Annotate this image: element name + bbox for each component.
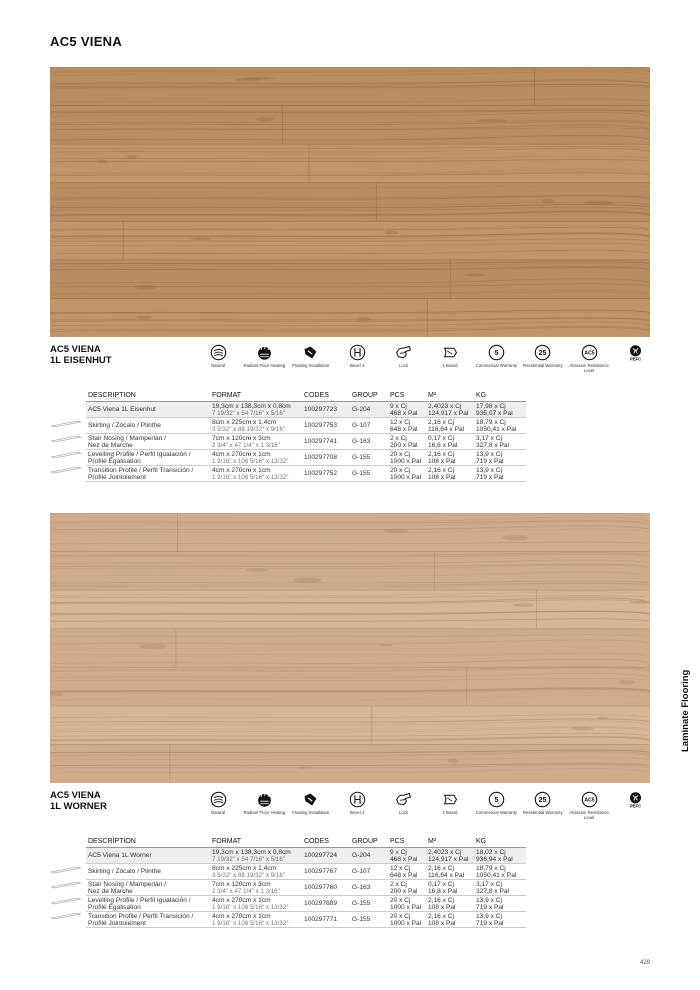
cell-pcs: 12 x Cj 648 x Pal — [388, 864, 426, 880]
cell-format: 4cm x 270cm x 1cm 1 9/16" x 106 5/16" x 13/32" — [210, 466, 302, 482]
feature-lock — [382, 791, 426, 815]
cell-kg: 13,9 x Cj 719 x Pal — [474, 466, 526, 482]
cell-kg: 18,79 x Cj 1050,41 x Pal — [474, 418, 526, 434]
floor-sample-photo — [50, 513, 650, 783]
column-header-format: FORMAT — [210, 391, 302, 402]
page-number: 429 — [639, 960, 650, 966]
cell-format: 7cm x 120cm x 3cm 2 3/4" x 47 1/4" x 1 3/16" — [210, 880, 302, 896]
cell-m2: 2,16 x Cj 108 x Pal — [426, 466, 474, 482]
svg-text:25: 25 — [538, 795, 547, 805]
product-name — [50, 344, 112, 366]
transition-profile-thumbnail — [50, 912, 82, 920]
cell-m2: 2,16 x Cj 116,64 x Pal — [426, 864, 474, 880]
stair-nosing-thumbnail — [50, 881, 82, 889]
feature-label: Abrasion Resistance Level — [569, 363, 609, 373]
product-name-line1: AC5 VIENA — [50, 344, 101, 355]
feature-label: Natural — [211, 810, 225, 815]
levelling-profile-thumbnail — [50, 897, 82, 905]
feature-label: Floating Installation — [292, 363, 330, 368]
feature-icons-row — [196, 344, 662, 384]
svg-text:5: 5 — [494, 795, 499, 805]
table-row — [86, 434, 526, 450]
cell-codes: 100297689 — [302, 896, 350, 912]
cell-format: 7cm x 120cm x 3cm 2 3/4" x 47 1/4" x 1 3/16" — [210, 434, 302, 450]
table-row — [86, 450, 526, 466]
cell-format: 8cm x 225cm x 1,4cm 3 5/32" x 88 19/32" x 9/16" — [210, 418, 302, 434]
cell-format: 4cm x 270cm x 1cm 1 9/16" x 106 5/16" x 13/32" — [210, 896, 302, 912]
cell-codes: 100297724 — [302, 848, 350, 864]
feature-lock — [382, 344, 426, 368]
product-name — [50, 790, 107, 812]
transition-profile-thumbnail — [50, 466, 82, 474]
cell-description: Stair Nosing / Mamperlán / Nez de Marche — [86, 880, 210, 896]
cell-description: Levelling Profile / Perfil Igualación / Profilé Égalisation — [86, 896, 210, 912]
lock-icon — [382, 344, 426, 361]
cell-m2: 2,16 x Cj 108 x Pal — [426, 896, 474, 912]
table-row — [86, 896, 526, 912]
cell-kg: 13,9 x Cj 719 x Pal — [474, 912, 526, 928]
feature-label: Residential Warranty — [522, 810, 563, 815]
floating-installation-icon — [289, 344, 333, 361]
cell-m2: 2,16 x Cj 108 x Pal — [426, 912, 474, 928]
cell-codes: 100297767 — [302, 864, 350, 880]
cell-codes: 100297723 — [302, 402, 350, 418]
pefc-icon — [614, 344, 658, 361]
page-title: AC5 VIENA — [50, 34, 123, 49]
cell-group: G-155 — [350, 912, 388, 928]
svg-text:25: 25 — [538, 348, 547, 358]
svg-text:PEFC: PEFC — [629, 356, 642, 361]
floating-installation-icon — [289, 791, 333, 808]
skirting-thumbnail — [50, 420, 82, 428]
feature-board — [428, 791, 472, 815]
feature-floating-installation — [289, 344, 333, 368]
feature-label: Radiant Floor Heating — [243, 363, 286, 368]
board-icon — [428, 344, 472, 361]
cell-description: Transition Profile / Perfil Transición / Profilé Jointoiement — [86, 466, 210, 482]
column-header-m2: M² — [426, 837, 474, 848]
spec-table — [86, 837, 526, 928]
feature-label: Lock — [399, 363, 409, 368]
bevel-icon — [335, 791, 379, 808]
skirting-thumbnail — [50, 866, 82, 874]
abrasion-icon — [567, 791, 611, 808]
cell-description: Skirting / Zócalo / Plinthe — [86, 864, 210, 880]
feature-label: Radiant Floor Heating — [243, 810, 286, 815]
cell-kg: 17,98 x Cj 935,07 x Pal — [474, 402, 526, 418]
feature-icons-row — [196, 791, 662, 831]
cell-format: 4cm x 270cm x 1cm 1 9/16" x 106 5/16" x 13/32" — [210, 912, 302, 928]
cell-codes: 100297741 — [302, 434, 350, 450]
cell-pcs: 20 x Cj 1000 x Pal — [388, 450, 426, 466]
column-header-pcs: PCS — [388, 391, 426, 402]
cell-description: Stair Nosing / Mamperlán / Nez de Marche — [86, 434, 210, 450]
feature-radiant-heating — [242, 344, 286, 368]
column-header-group: GROUP — [350, 837, 388, 848]
feature-pefc — [614, 344, 658, 363]
feature-label: Commercial Warranty — [475, 363, 518, 368]
cell-format: 4cm x 270cm x 1cm 1 9/16" x 106 5/16" x 13/32" — [210, 450, 302, 466]
feature-commercial-warranty — [474, 791, 518, 815]
cell-description: AC5 Viena 1L Eisenhut — [86, 402, 210, 418]
cell-kg: 18,79 x Cj 1050,41 x Pal — [474, 864, 526, 880]
cell-codes: 100297753 — [302, 418, 350, 434]
table-row — [86, 418, 526, 434]
column-header-description: DESCRIPTION — [86, 837, 210, 848]
cell-pcs: 2 x Cj 200 x Pal — [388, 434, 426, 450]
cell-description: Skirting / Zócalo / Plinthe — [86, 418, 210, 434]
feature-radiant-heating — [242, 791, 286, 815]
cell-pcs: 9 x Cj 468 x Pal — [388, 402, 426, 418]
column-header-group: GROUP — [350, 391, 388, 402]
cell-codes: 100297760 — [302, 880, 350, 896]
cell-m2: 2,4023 x Cj 124,917 x Pal — [426, 848, 474, 864]
feature-residential-warranty — [521, 344, 565, 368]
feature-label: Commercial Warranty — [475, 810, 518, 815]
board-icon — [428, 791, 472, 808]
cell-m2: 2,16 x Cj 108 x Pal — [426, 450, 474, 466]
product-name-line2: 1L WORNER — [50, 801, 107, 812]
svg-text:PEFC: PEFC — [629, 803, 642, 808]
cell-pcs: 9 x Cj 468 x Pal — [388, 848, 426, 864]
feature-natural — [196, 344, 240, 368]
feature-natural — [196, 791, 240, 815]
column-header-format: FORMAT — [210, 837, 302, 848]
cell-m2: 0,17 x Cj 16,8 x Pal — [426, 434, 474, 450]
cell-kg: 13,9 x Cj 719 x Pal — [474, 896, 526, 912]
product-name-line2: 1L EISENHUT — [50, 355, 112, 366]
feature-abrasion — [567, 791, 611, 820]
column-header-m2: M² — [426, 391, 474, 402]
table-row — [86, 466, 526, 482]
table-row — [86, 864, 526, 880]
feature-board — [428, 344, 472, 368]
cell-group: G-155 — [350, 466, 388, 482]
svg-text:AC5: AC5 — [584, 797, 595, 804]
cell-group: G-107 — [350, 418, 388, 434]
cell-pcs: 20 x Cj 1000 x Pal — [388, 466, 426, 482]
feature-commercial-warranty — [474, 344, 518, 368]
feature-label: Residential Warranty — [522, 363, 563, 368]
cell-kg: 18,02 x Cj 936,94 x Pal — [474, 848, 526, 864]
residential-warranty-icon — [521, 791, 565, 808]
cell-kg: 13,9 x Cj 719 x Pal — [474, 450, 526, 466]
feature-floating-installation — [289, 791, 333, 815]
residential-warranty-icon — [521, 344, 565, 361]
feature-residential-warranty — [521, 791, 565, 815]
column-header-kg: KG — [474, 391, 526, 402]
natural-icon — [196, 791, 240, 808]
floor-sample-photo — [50, 67, 650, 337]
cell-group: G-155 — [350, 450, 388, 466]
product-name-line1: AC5 VIENA — [50, 790, 101, 801]
bevel-icon — [335, 344, 379, 361]
cell-codes: 100297708 — [302, 450, 350, 466]
commercial-warranty-icon — [474, 344, 518, 361]
cell-format: 19,3cm x 138,3cm x 0,8cm 7 19/32" x 54 7/16" x 5/16" — [210, 848, 302, 864]
cell-codes: 100297771 — [302, 912, 350, 928]
cell-kg: 3,17 x Cj 327,8 x Pal — [474, 880, 526, 896]
feature-bevel — [335, 791, 379, 815]
table-row — [86, 402, 526, 418]
table-row — [86, 880, 526, 896]
cell-pcs: 12 x Cj 648 x Pal — [388, 418, 426, 434]
abrasion-icon — [567, 344, 611, 361]
radiant-heating-icon — [242, 791, 286, 808]
svg-text:AC5: AC5 — [584, 350, 595, 357]
cell-kg: 3,17 x Cj 327,8 x Pal — [474, 434, 526, 450]
feature-label: Bevel 4 — [350, 363, 365, 368]
pefc-icon — [614, 791, 658, 808]
column-header-description: DESCRIPTION — [86, 391, 210, 402]
levelling-profile-thumbnail — [50, 451, 82, 459]
column-header-codes: CODES — [302, 837, 350, 848]
svg-text:5: 5 — [494, 348, 499, 358]
cell-pcs: 20 x Cj 1000 x Pal — [388, 912, 426, 928]
cell-description: Transition Profile / Perfil Transición / Profilé Jointoiement — [86, 912, 210, 928]
cell-group: G-163 — [350, 434, 388, 450]
spec-table — [86, 391, 526, 482]
cell-m2: 2,4023 x Cj 124,917 x Pal — [426, 402, 474, 418]
section-side-label: Laminate Flooring — [680, 669, 691, 752]
feature-label: Abrasion Resistance Level — [569, 810, 609, 820]
feature-label: Bevel 4 — [350, 810, 365, 815]
table-row — [86, 848, 526, 864]
feature-abrasion — [567, 344, 611, 373]
column-header-pcs: PCS — [388, 837, 426, 848]
cell-pcs: 20 x Cj 1000 x Pal — [388, 896, 426, 912]
natural-icon — [196, 344, 240, 361]
commercial-warranty-icon — [474, 791, 518, 808]
stair-nosing-thumbnail — [50, 435, 82, 443]
cell-pcs: 2 x Cj 200 x Pal — [388, 880, 426, 896]
radiant-heating-icon — [242, 344, 286, 361]
feature-label: Floating Installation — [292, 810, 330, 815]
cell-description: Levelling Profile / Perfil Igualación / Profilé Égalisation — [86, 450, 210, 466]
cell-group: G-107 — [350, 864, 388, 880]
feature-label: 1 Board — [442, 810, 458, 815]
cell-group: G-155 — [350, 896, 388, 912]
feature-pefc — [614, 791, 658, 810]
lock-icon — [382, 791, 426, 808]
cell-group: G-204 — [350, 402, 388, 418]
feature-label: Lock — [399, 810, 409, 815]
table-row — [86, 912, 526, 928]
feature-label: 1 Board — [442, 363, 458, 368]
cell-description: AC5 Viena 1L Worner — [86, 848, 210, 864]
cell-group: G-163 — [350, 880, 388, 896]
cell-m2: 0,17 x Cj 16,8 x Pal — [426, 880, 474, 896]
cell-format: 19,3cm x 138,3cm x 0,8cm 7 19/32" x 54 7/16" x 5/16" — [210, 402, 302, 418]
cell-codes: 100297752 — [302, 466, 350, 482]
feature-label: Natural — [211, 363, 225, 368]
cell-m2: 2,16 x Cj 116,64 x Pal — [426, 418, 474, 434]
column-header-codes: CODES — [302, 391, 350, 402]
cell-group: G-204 — [350, 848, 388, 864]
cell-format: 8cm x 225cm x 1,4cm 3 5/32" x 88 19/32" x 9/16" — [210, 864, 302, 880]
column-header-kg: KG — [474, 837, 526, 848]
feature-bevel — [335, 344, 379, 368]
